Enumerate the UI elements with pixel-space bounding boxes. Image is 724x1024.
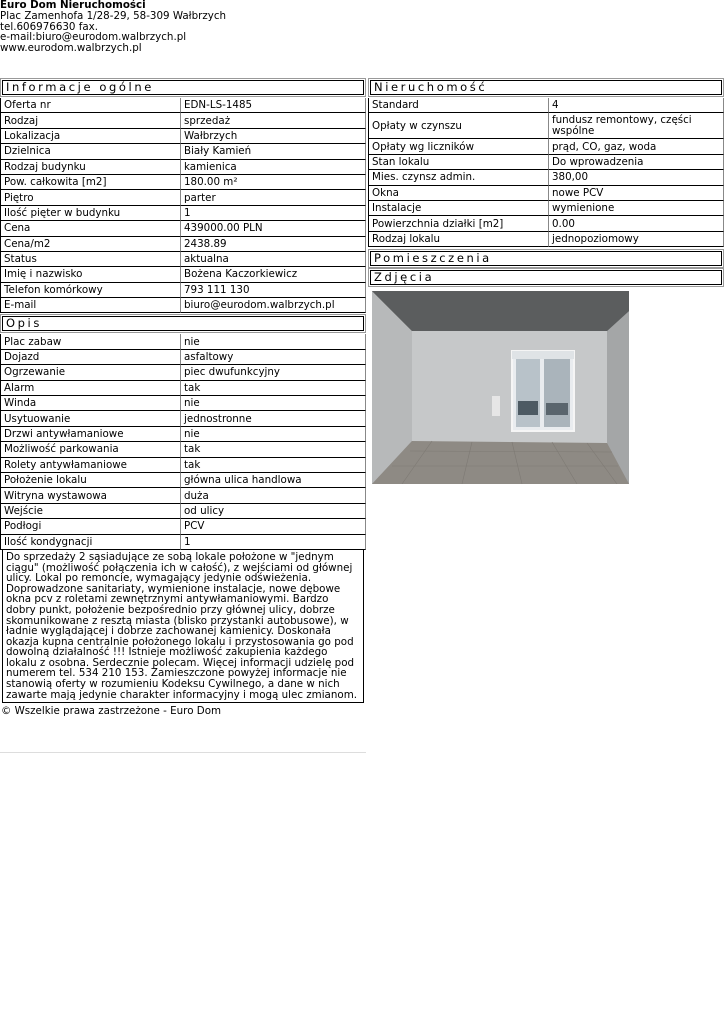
table-row	[368, 98, 724, 113]
company-name: Euro Dom Nieruchomości	[0, 0, 146, 11]
row-value: biuro@eurodom.walbrzych.pl	[181, 298, 366, 313]
row-label: Okna	[368, 186, 549, 201]
table-row	[0, 175, 366, 190]
row-label: Opłaty w czynszu	[368, 113, 549, 139]
table-row	[368, 170, 724, 185]
row-label: Drzwi antywłamaniowe	[0, 427, 181, 442]
row-value: Wałbrzych	[181, 129, 366, 144]
row-value: jednopoziomowy	[549, 232, 724, 247]
row-value: 1	[181, 535, 366, 550]
section-general-heading: Informacje ogólne	[2, 80, 364, 95]
row-value: główna ulica handlowa	[181, 473, 366, 488]
table-row	[0, 252, 366, 267]
row-value: asfaltowy	[181, 350, 366, 365]
table-row	[0, 206, 366, 221]
table-row	[0, 519, 366, 534]
table-row	[0, 334, 366, 349]
row-value: PCV	[181, 519, 366, 534]
row-value: aktualna	[181, 252, 366, 267]
table-row	[368, 186, 724, 201]
row-label: Ilość kondygnacji	[0, 535, 181, 550]
company-address: Plac Zamenhofa 1/28-29, 58-309 Wałbrzych	[0, 9, 227, 22]
section-rooms-heading: Pomieszczenia	[370, 251, 722, 266]
photo-container	[368, 288, 724, 487]
table-row	[0, 160, 366, 175]
offer-description: Do sprzedaży 2 sąsiadujące ze sobą lokale położone w "jednym ciągu" (możliwość połączenia ich w całość), z wejściami od głównej ulicy. Lokal po remoncie, wymagający jedynie odświeżenia. Doprowadzone sanitariaty, wymienione instalacje, nowe dębowe okna pcv z roletami zewnętrznymi antywłamaniowymi. Bardzo dobry punkt, położenie bezpośrednio przy głównej ulicy, dobrze skomunikowane z resztą miasta (blisko przystanki autobusowe), w ładnie wyglądającej i dobrze zachowanej kamienicy. Doskonała okazja kupna centralnie położonego lokalu i przystosowania go pod dowolną działalność !!! Istnieje możliwość zakupienia każdego lokalu z osobna. Serdecznie polecam. Więcej informacji udzielę pod numerem tel. 534 210 153. Zamieszczone powyżej informacje nie stanowią oferty w rozumieniu Kodeksu Cywilnego, a dane w nich zawarte mają jedynie charakter informacyjny i mogą ulec zmianom.	[2, 550, 364, 703]
row-label: Możliwość parkowania	[0, 442, 181, 457]
section-photos-heading: Zdjęcia	[370, 270, 722, 285]
row-label: Cena/m2	[0, 237, 181, 252]
table-row	[0, 283, 366, 298]
row-label: Instalacje	[368, 201, 549, 216]
table-row	[0, 350, 366, 365]
row-label: Rolety antywłamaniowe	[0, 458, 181, 473]
company-website: www.eurodom.walbrzych.pl	[0, 42, 142, 55]
row-value: wymienione	[549, 201, 724, 216]
row-label: Ilość pięter w budynku	[0, 206, 181, 221]
row-value: 439000.00 PLN	[181, 221, 366, 236]
row-label: Winda	[0, 396, 181, 411]
row-label: Wejście	[0, 504, 181, 519]
table-row	[368, 155, 724, 170]
row-label: Witryna wystawowa	[0, 488, 181, 503]
table-row	[0, 396, 366, 411]
bottom-divider	[0, 752, 366, 753]
row-label: Telefon komórkowy	[0, 283, 181, 298]
row-label: Pow. całkowita [m2]	[0, 175, 181, 190]
row-label: Powierzchnia działki [m2]	[368, 216, 549, 231]
row-label: Opłaty wg liczników	[368, 139, 549, 154]
table-row	[368, 216, 724, 231]
row-value: nowe PCV	[549, 186, 724, 201]
row-value: tak	[181, 458, 366, 473]
table-row	[368, 113, 724, 139]
row-value: jednostronne	[181, 411, 366, 426]
section-description-heading: Opis	[2, 316, 364, 331]
section-property-heading: Nieruchomość	[370, 80, 722, 95]
table-row	[0, 427, 366, 442]
row-label: Alarm	[0, 381, 181, 396]
row-value: nie	[181, 334, 366, 349]
table-row	[0, 129, 366, 144]
table-row	[0, 144, 366, 159]
table-row	[0, 98, 366, 113]
row-value: nie	[181, 427, 366, 442]
property-photo[interactable]	[372, 291, 629, 484]
row-value: parter	[181, 190, 366, 205]
row-label: Ogrzewanie	[0, 365, 181, 380]
table-row	[0, 267, 366, 282]
row-label: Rodzaj lokalu	[368, 232, 549, 247]
left-column	[0, 78, 366, 717]
table-row	[368, 201, 724, 216]
description-table	[0, 334, 366, 549]
row-value: 0.00	[549, 216, 724, 231]
table-row	[0, 442, 366, 457]
row-value: nie	[181, 396, 366, 411]
row-label: Piętro	[0, 190, 181, 205]
row-label: Imię i nazwisko	[0, 267, 181, 282]
row-value: tak	[181, 381, 366, 396]
row-value: Biały Kamień	[181, 144, 366, 159]
row-label: Podłogi	[0, 519, 181, 534]
row-value: 1	[181, 206, 366, 221]
row-label: Rodzaj	[0, 113, 181, 128]
row-value: 380,00	[549, 170, 724, 185]
row-value: 793 111 130	[181, 283, 366, 298]
table-row	[0, 381, 366, 396]
table-row	[0, 365, 366, 380]
table-row	[0, 411, 366, 426]
table-row	[368, 232, 724, 247]
row-value: Bożena Kaczorkiewicz	[181, 267, 366, 282]
table-row	[0, 298, 366, 313]
row-value: fundusz remontowy, części wspólne	[549, 113, 724, 139]
property-table	[368, 98, 724, 247]
row-label: Standard	[368, 98, 549, 113]
table-row	[0, 113, 366, 128]
row-value: duża	[181, 488, 366, 503]
row-label: Cena	[0, 221, 181, 236]
row-value: piec dwufunkcyjny	[181, 365, 366, 380]
row-value: 180.00 m²	[181, 175, 366, 190]
row-value: sprzedaż	[181, 113, 366, 128]
table-row	[0, 458, 366, 473]
row-value: Do wprowadzenia	[549, 155, 724, 170]
row-label: Lokalizacja	[0, 129, 181, 144]
row-label: Rodzaj budynku	[0, 160, 181, 175]
row-label: E-mail	[0, 298, 181, 313]
table-row	[368, 139, 724, 154]
row-value: EDN-LS-1485	[181, 98, 366, 113]
table-row	[0, 473, 366, 488]
row-label: Plac zabaw	[0, 334, 181, 349]
row-label: Oferta nr	[0, 98, 181, 113]
row-value: 2438.89	[181, 237, 366, 252]
row-label: Położenie lokalu	[0, 473, 181, 488]
table-row	[0, 504, 366, 519]
row-label: Mies. czynsz admin.	[368, 170, 549, 185]
company-email: e-mail:biuro@eurodom.walbrzych.pl	[0, 31, 187, 44]
table-row	[0, 237, 366, 252]
row-label: Usytuowanie	[0, 411, 181, 426]
row-value: 4	[549, 98, 724, 113]
row-value: kamienica	[181, 160, 366, 175]
page-header	[0, 0, 226, 54]
row-label: Status	[0, 252, 181, 267]
table-row	[0, 488, 366, 503]
right-column	[368, 78, 724, 487]
company-phone: tel.606976630 fax.	[0, 20, 99, 33]
general-info-table	[0, 98, 366, 313]
table-row	[0, 221, 366, 236]
row-label: Stan lokalu	[368, 155, 549, 170]
row-value: od ulicy	[181, 504, 366, 519]
row-label: Dojazd	[0, 350, 181, 365]
table-row	[0, 535, 366, 550]
row-value: prąd, CO, gaz, woda	[549, 139, 724, 154]
row-label: Dzielnica	[0, 144, 181, 159]
copyright-footer: © Wszelkie prawa zastrzeżone - Euro Dom	[1, 705, 222, 718]
table-row	[0, 190, 366, 205]
row-value: tak	[181, 442, 366, 457]
